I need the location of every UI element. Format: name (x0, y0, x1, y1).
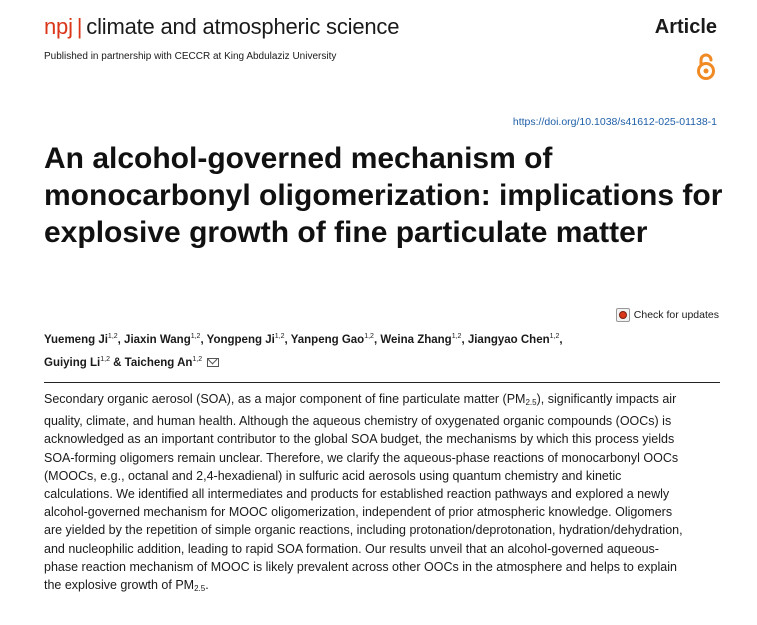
abstract-text: ), significantly impacts air quality, climate, and human health. Although the aqueous chemistry of oxygenated organic compounds (OOCs) is acknowledged as an important contributor to the global SOA budget, the mechanisms by which this process yields SOA-forming oligomers remain unclear. Therefore, we clarify the aqueous-phase reactions of monocarbonyl OOCs (MOOCs, e.g., octanal and 2,4-hexadienal) in sulfuric acid aerosols using quantum chemistry and kinetic calculations. We identified all intermediates and products for established reaction pathways and explored a newly alcohol-governed mechanism for MOOC oligomerization, independent of prior atmospheric knowledge. Oligomers are yielded by the repetition of simple organic reactions, including protonation/deprotonation, hydration/dehydration, and nucleophilic addition, leading to rapid SOA formation. Our results unveil that an alcohol-governed aqueous-phase reaction mechanism of MOOC is likely prevalent across other OOCs in the atmosphere and helps to explain the explosive growth of PM (44, 392, 683, 593)
check-for-updates-label: Check for updates (633, 309, 719, 321)
author[interactable] (44, 334, 118, 346)
doi-link[interactable]: https://doi.org/10.1038/s41612-025-01138-1 (512, 116, 717, 128)
author-name: Taicheng An (124, 357, 193, 369)
author-name: Guiying Li (44, 357, 101, 369)
author-separator: & (109, 357, 125, 369)
author-name: Yongpeng Ji (206, 334, 275, 346)
author-list (44, 327, 724, 373)
mail-icon[interactable] (207, 358, 219, 367)
author[interactable] (467, 333, 563, 346)
author-affiliation: 1,2 (192, 356, 203, 363)
author[interactable] (44, 357, 110, 369)
author-separator: , (284, 334, 291, 346)
article-title: An alcohol-governed mechanism of monocarbonyl oligomerization: implications for explosive growth of fine particulate matter (44, 142, 723, 249)
author[interactable] (124, 334, 200, 346)
check-for-updates-button[interactable] (616, 308, 719, 322)
author[interactable] (291, 334, 374, 346)
author-name: Weina Zhang (380, 334, 452, 346)
author-separator: , (461, 334, 468, 346)
author[interactable] (125, 357, 202, 369)
author-affiliation: 1,2 (107, 333, 118, 340)
journal-brand: npj (44, 14, 73, 39)
author-affiliation: 1,2 (190, 333, 201, 340)
section-divider (44, 382, 720, 383)
author-affiliation: 1,2 (451, 333, 462, 340)
author-separator: , (200, 334, 207, 346)
journal-name: climate and atmospheric science (86, 14, 400, 39)
author-affiliation: 1,2 (274, 333, 285, 340)
author-affiliation: 1,2 (549, 333, 560, 340)
author-name: Jiangyao Chen (467, 334, 550, 346)
author-name: Jiaxin Wang (124, 334, 191, 346)
author[interactable] (207, 334, 285, 346)
abstract-text: Secondary organic aerosol (SOA), as a major component of fine particulate matter (PM (44, 392, 526, 406)
partnership-line: Published in partnership with CECCR at King Abdulaziz University (44, 51, 337, 62)
author-affiliation: 1,2 (100, 356, 110, 363)
article-type: Article (654, 16, 717, 38)
journal-separator: | (76, 14, 83, 39)
journal-title (44, 14, 399, 40)
author-separator: , (559, 334, 563, 346)
author[interactable] (380, 334, 461, 346)
abstract (44, 390, 684, 598)
abstract-subscript: 2.5 (525, 398, 537, 407)
abstract-text: . (205, 578, 209, 593)
author-name: Yuemeng Ji (44, 334, 108, 346)
author-separator: , (117, 334, 125, 346)
check-for-updates-icon (616, 308, 630, 322)
author-affiliation: 1,2 (364, 333, 374, 340)
author-separator: , (373, 334, 381, 346)
abstract-subscript: 2.5 (194, 584, 206, 594)
author-name: Yanpeng Gao (290, 334, 365, 346)
open-access-icon (695, 52, 717, 82)
